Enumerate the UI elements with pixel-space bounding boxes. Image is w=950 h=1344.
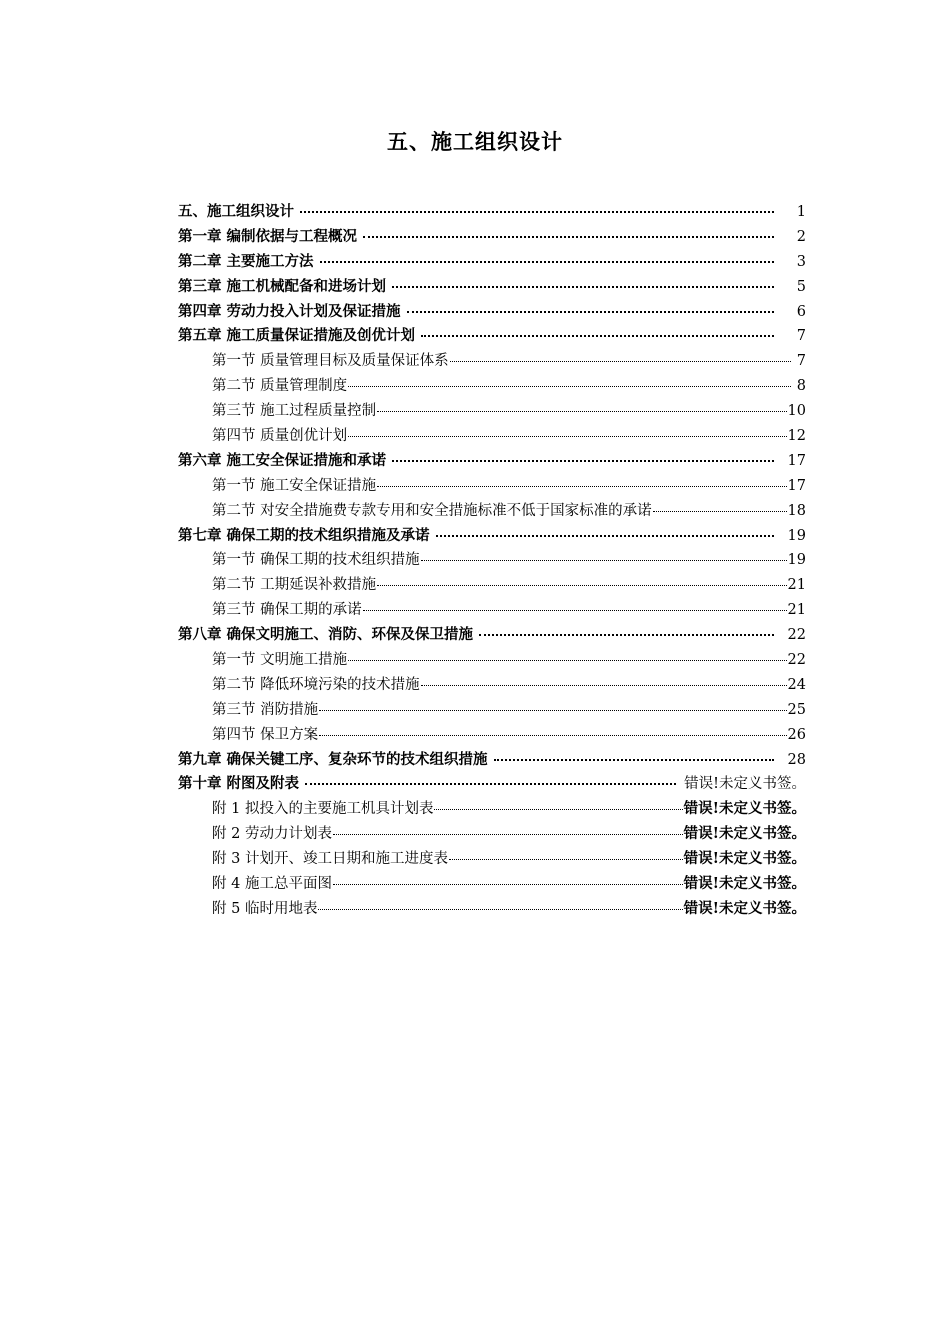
toc-dot-leader [320, 261, 774, 263]
toc-section-entry[interactable] [178, 374, 806, 399]
toc-entry-label: 附 4 施工总平面图 [212, 876, 332, 893]
toc-section-entry[interactable] [178, 598, 806, 623]
toc-page-number: 17 [787, 477, 806, 494]
toc-dot-leader [348, 386, 791, 387]
toc-chapter-entry[interactable] [178, 772, 806, 797]
toc-dot-leader [348, 436, 786, 437]
toc-dot-leader [434, 809, 682, 810]
toc-chapter-entry[interactable] [178, 275, 806, 300]
toc-section-entry[interactable] [178, 797, 806, 822]
toc-entry-label: 附 5 临时用地表 [212, 900, 318, 917]
toc-section-entry[interactable] [178, 499, 806, 524]
toc-entry-label: 第七章 确保工期的技术组织措施及承诺 [178, 526, 430, 544]
toc-entry-label: 第三节 施工过程质量控制 [212, 403, 377, 420]
toc-section-entry[interactable] [178, 424, 806, 449]
toc-entry-label: 第二节 工期延误补救措施 [212, 577, 377, 594]
toc-page-number: 7 [796, 353, 806, 370]
toc-page-number: 19 [787, 527, 806, 544]
toc-entry-label: 第八章 确保文明施工、消防、环保及保卫措施 [178, 626, 474, 644]
toc-page-number: 21 [787, 577, 806, 594]
toc-dot-leader [300, 211, 774, 213]
toc-page-number: 错误!未定义书签。 [683, 825, 806, 843]
toc-dot-leader [377, 585, 786, 586]
toc-dot-leader [479, 634, 774, 636]
toc-entry-label: 附 1 拟投入的主要施工机具计划表 [212, 801, 434, 818]
toc-dot-leader [319, 735, 786, 736]
toc-section-entry[interactable] [178, 673, 806, 698]
toc-dot-leader [318, 909, 682, 910]
toc-chapter-entry[interactable] [178, 300, 806, 325]
toc-entry-label: 五、施工组织设计 [178, 203, 294, 220]
toc-dot-leader [319, 710, 786, 711]
toc-page-number: 1 [796, 204, 806, 220]
toc-page-number: 22 [787, 652, 806, 669]
toc-dot-leader [421, 560, 787, 561]
toc-entry-label: 第二节 质量管理制度 [212, 378, 348, 395]
toc-page-number: 7 [796, 328, 806, 345]
toc-section-entry[interactable] [178, 872, 806, 897]
toc-dot-leader [450, 361, 791, 362]
toc-page-number: 错误!未定义书签。 [683, 800, 806, 818]
toc-entry-label: 第一节 确保工期的技术组织措施 [212, 552, 420, 569]
toc-entry-label: 第四节 保卫方案 [212, 726, 319, 743]
toc-section-entry[interactable] [178, 897, 806, 922]
toc-dot-leader [377, 411, 786, 412]
toc-entry-label: 第九章 确保关键工序、复杂环节的技术组织措施 [178, 750, 488, 768]
toc-entry-label: 第一章 编制依据与工程概况 [178, 227, 358, 245]
toc-entry-label: 第一节 文明施工措施 [212, 652, 348, 669]
toc-entry-label: 附 2 劳动力计划表 [212, 826, 332, 843]
toc-chapter-entry[interactable] [178, 324, 806, 349]
toc-entry-label: 第三章 施工机械配备和进场计划 [178, 277, 387, 295]
toc-entry-label: 第二节 降低环境污染的技术措施 [212, 676, 420, 693]
toc-section-entry[interactable] [178, 399, 806, 424]
toc-entry-label: 第二章 主要施工方法 [178, 252, 314, 270]
toc-dot-leader [494, 759, 774, 761]
toc-page-number: 错误!未定义书签。 [683, 850, 806, 868]
toc-chapter-entry[interactable] [178, 250, 806, 275]
toc-page-number: 28 [787, 751, 806, 768]
toc-page-number: 22 [787, 627, 806, 644]
toc-chapter-entry[interactable] [178, 748, 806, 773]
toc-section-entry[interactable] [178, 847, 806, 872]
toc-dot-leader [421, 685, 787, 686]
toc-chapter-entry[interactable] [178, 200, 806, 225]
page-title: 五、施工组织设计 [387, 129, 563, 154]
toc-page-number: 3 [796, 253, 806, 270]
toc-entry-label: 附 3 计划开、竣工日期和施工进度表 [212, 851, 448, 868]
toc-page-number: 错误!未定义书签。 [684, 776, 806, 793]
toc-chapter-entry[interactable] [178, 524, 806, 549]
toc-section-entry[interactable] [178, 723, 806, 748]
toc-section-entry[interactable] [178, 548, 806, 573]
toc-chapter-entry[interactable] [178, 225, 806, 250]
toc-page-number: 错误!未定义书签。 [683, 875, 806, 893]
toc-page-number: 8 [796, 378, 806, 395]
toc-page-number: 10 [787, 403, 806, 420]
toc-entry-label: 第一节 施工安全保证措施 [212, 477, 377, 494]
toc-dot-leader [421, 335, 774, 337]
toc-page-number: 18 [787, 502, 806, 519]
toc-page-number: 17 [787, 452, 806, 469]
toc-section-entry[interactable] [178, 648, 806, 673]
table-of-contents [178, 200, 806, 922]
toc-page-number: 2 [796, 228, 806, 245]
toc-dot-leader [436, 535, 774, 537]
toc-dot-leader [305, 783, 676, 785]
toc-section-entry[interactable] [178, 698, 806, 723]
toc-chapter-entry[interactable] [178, 623, 806, 648]
toc-entry-label: 第十章 附图及附表 [178, 775, 300, 793]
toc-page-number: 21 [787, 602, 806, 619]
toc-chapter-entry[interactable] [178, 449, 806, 474]
toc-dot-leader [392, 460, 774, 462]
toc-entry-label: 第二节 对安全措施费专款专用和安全措施标准不低于国家标准的承诺 [212, 502, 652, 519]
toc-page-number: 错误!未定义书签。 [683, 899, 806, 917]
toc-entry-label: 第四章 劳动力投入计划及保证措施 [178, 302, 401, 320]
toc-entry-label: 第四节 质量创优计划 [212, 428, 348, 445]
toc-dot-leader [653, 511, 787, 512]
toc-page-number: 25 [787, 701, 806, 718]
toc-dot-leader [392, 286, 774, 288]
toc-dot-leader [348, 660, 786, 661]
toc-dot-leader [333, 884, 683, 885]
toc-page-number: 6 [796, 303, 806, 320]
toc-page-number: 24 [787, 676, 806, 693]
toc-section-entry[interactable] [178, 474, 806, 499]
toc-entry-label: 第五章 施工质量保证措施及创优计划 [178, 327, 416, 345]
toc-dot-leader [363, 610, 787, 611]
toc-dot-leader [407, 311, 774, 313]
toc-dot-leader [333, 834, 683, 835]
toc-dot-leader [449, 859, 683, 860]
toc-page-number: 19 [787, 552, 806, 569]
toc-page-number: 5 [796, 278, 806, 295]
toc-page-number: 26 [787, 726, 806, 743]
toc-page-number: 12 [787, 428, 806, 445]
toc-dot-leader [363, 236, 774, 238]
toc-section-entry[interactable] [178, 349, 806, 374]
toc-section-entry[interactable] [178, 822, 806, 847]
toc-entry-label: 第三节 消防措施 [212, 701, 319, 718]
toc-section-entry[interactable] [178, 573, 806, 598]
toc-dot-leader [377, 486, 786, 487]
toc-entry-label: 第六章 施工安全保证措施和承诺 [178, 451, 387, 469]
toc-entry-label: 第三节 确保工期的承诺 [212, 602, 362, 619]
toc-entry-label: 第一节 质量管理目标及质量保证体系 [212, 353, 449, 370]
